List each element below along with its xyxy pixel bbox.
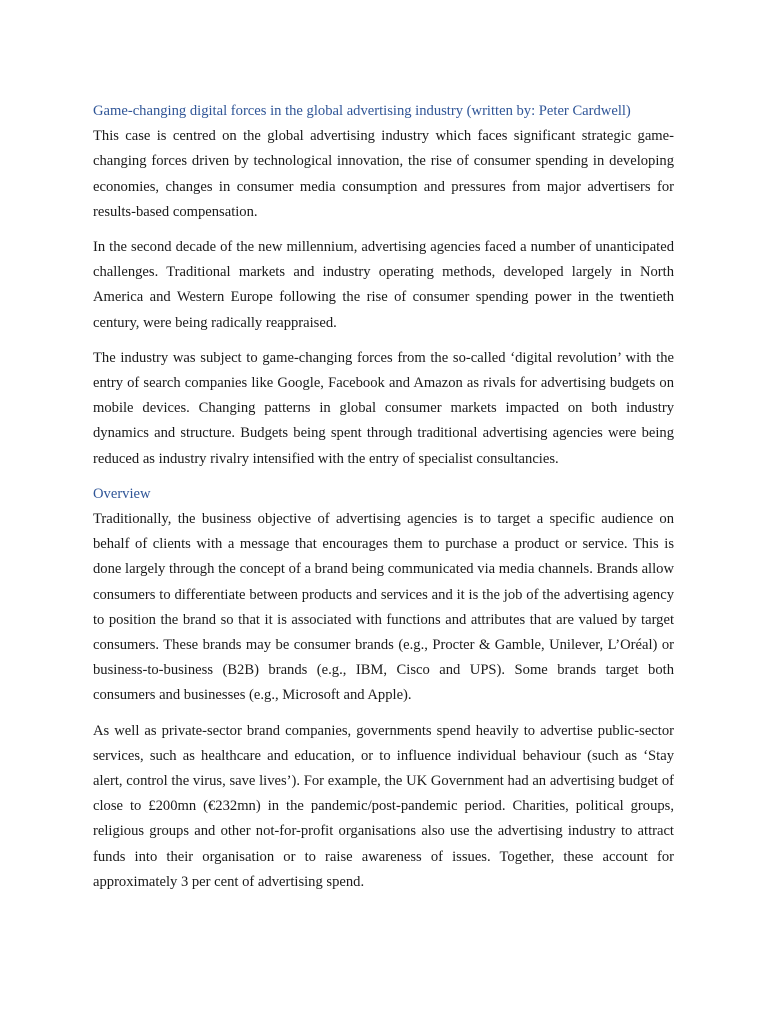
case-title: Game-changing digital forces in the global advertising industry (written by: Peter Cardwell) <box>93 103 631 119</box>
document-page <box>93 99 674 905</box>
intro-paragraph-2: In the second decade of the new millennium, advertising agencies faced a number of unanticipated challenges. Traditional markets and industry operating methods, developed largely in North America and Western Europe following the rise of consumer spending power in the twentieth century, were being radically reappraised. <box>93 239 674 331</box>
overview-heading: Overview <box>93 485 151 502</box>
overview-paragraph-1: Traditionally, the business objective of advertising agencies is to target a specific audience on behalf of clients with a message that encourages them to purchase a product or service. This is done largely through the concept of a brand being communicated via media channels. Brands allow consumers to differentiate between products and services and it is the job of the advertising agency to position the brand so that it is associated with functions and attributes that are valued by target consumers. These brands may be consumer brands (e.g., Procter & Gamble, Unilever, L’Oréal) or business-to-business (B2B) brands (e.g., IBM, Cisco and UPS). Some brands target both consumers and businesses (e.g., Microsoft and Apple). <box>93 511 674 704</box>
intro-paragraph-3: The industry was subject to game-changing forces from the so-called ‘digital revolution’ with the entry of search companies like Google, Facebook and Amazon as rivals for advertising budgets on mobile devices. Changing patterns in global consumer markets impacted on both industry dynamics and structure. Budgets being spent through traditional advertising agencies were being reduced as industry rivalry intensified with the entry of specialist consultancies. <box>93 349 674 467</box>
intro-paragraph-1: This case is centred on the global advertising industry which faces significant strategic game-changing forces driven by technological innovation, the rise of consumer spending in developing economies, changes in consumer media consumption and pressures from major advertisers for results-based compensation. <box>93 128 674 220</box>
overview-paragraph-2: As well as private-sector brand companies, governments spend heavily to advertise public-sector services, such as healthcare and education, or to influence individual behaviour (such as ‘Stay alert, control the virus, save lives’). For example, the UK Government had an advertising budget of close to £200mn (€232mn) in the pandemic/post-pandemic period. Charities, political groups, religious groups and other not-for-profit organisations also use the advertising industry to attract funds into their organisation or to raise awareness of issues. Together, these account for approximately 3 per cent of advertising spend. <box>93 722 674 890</box>
